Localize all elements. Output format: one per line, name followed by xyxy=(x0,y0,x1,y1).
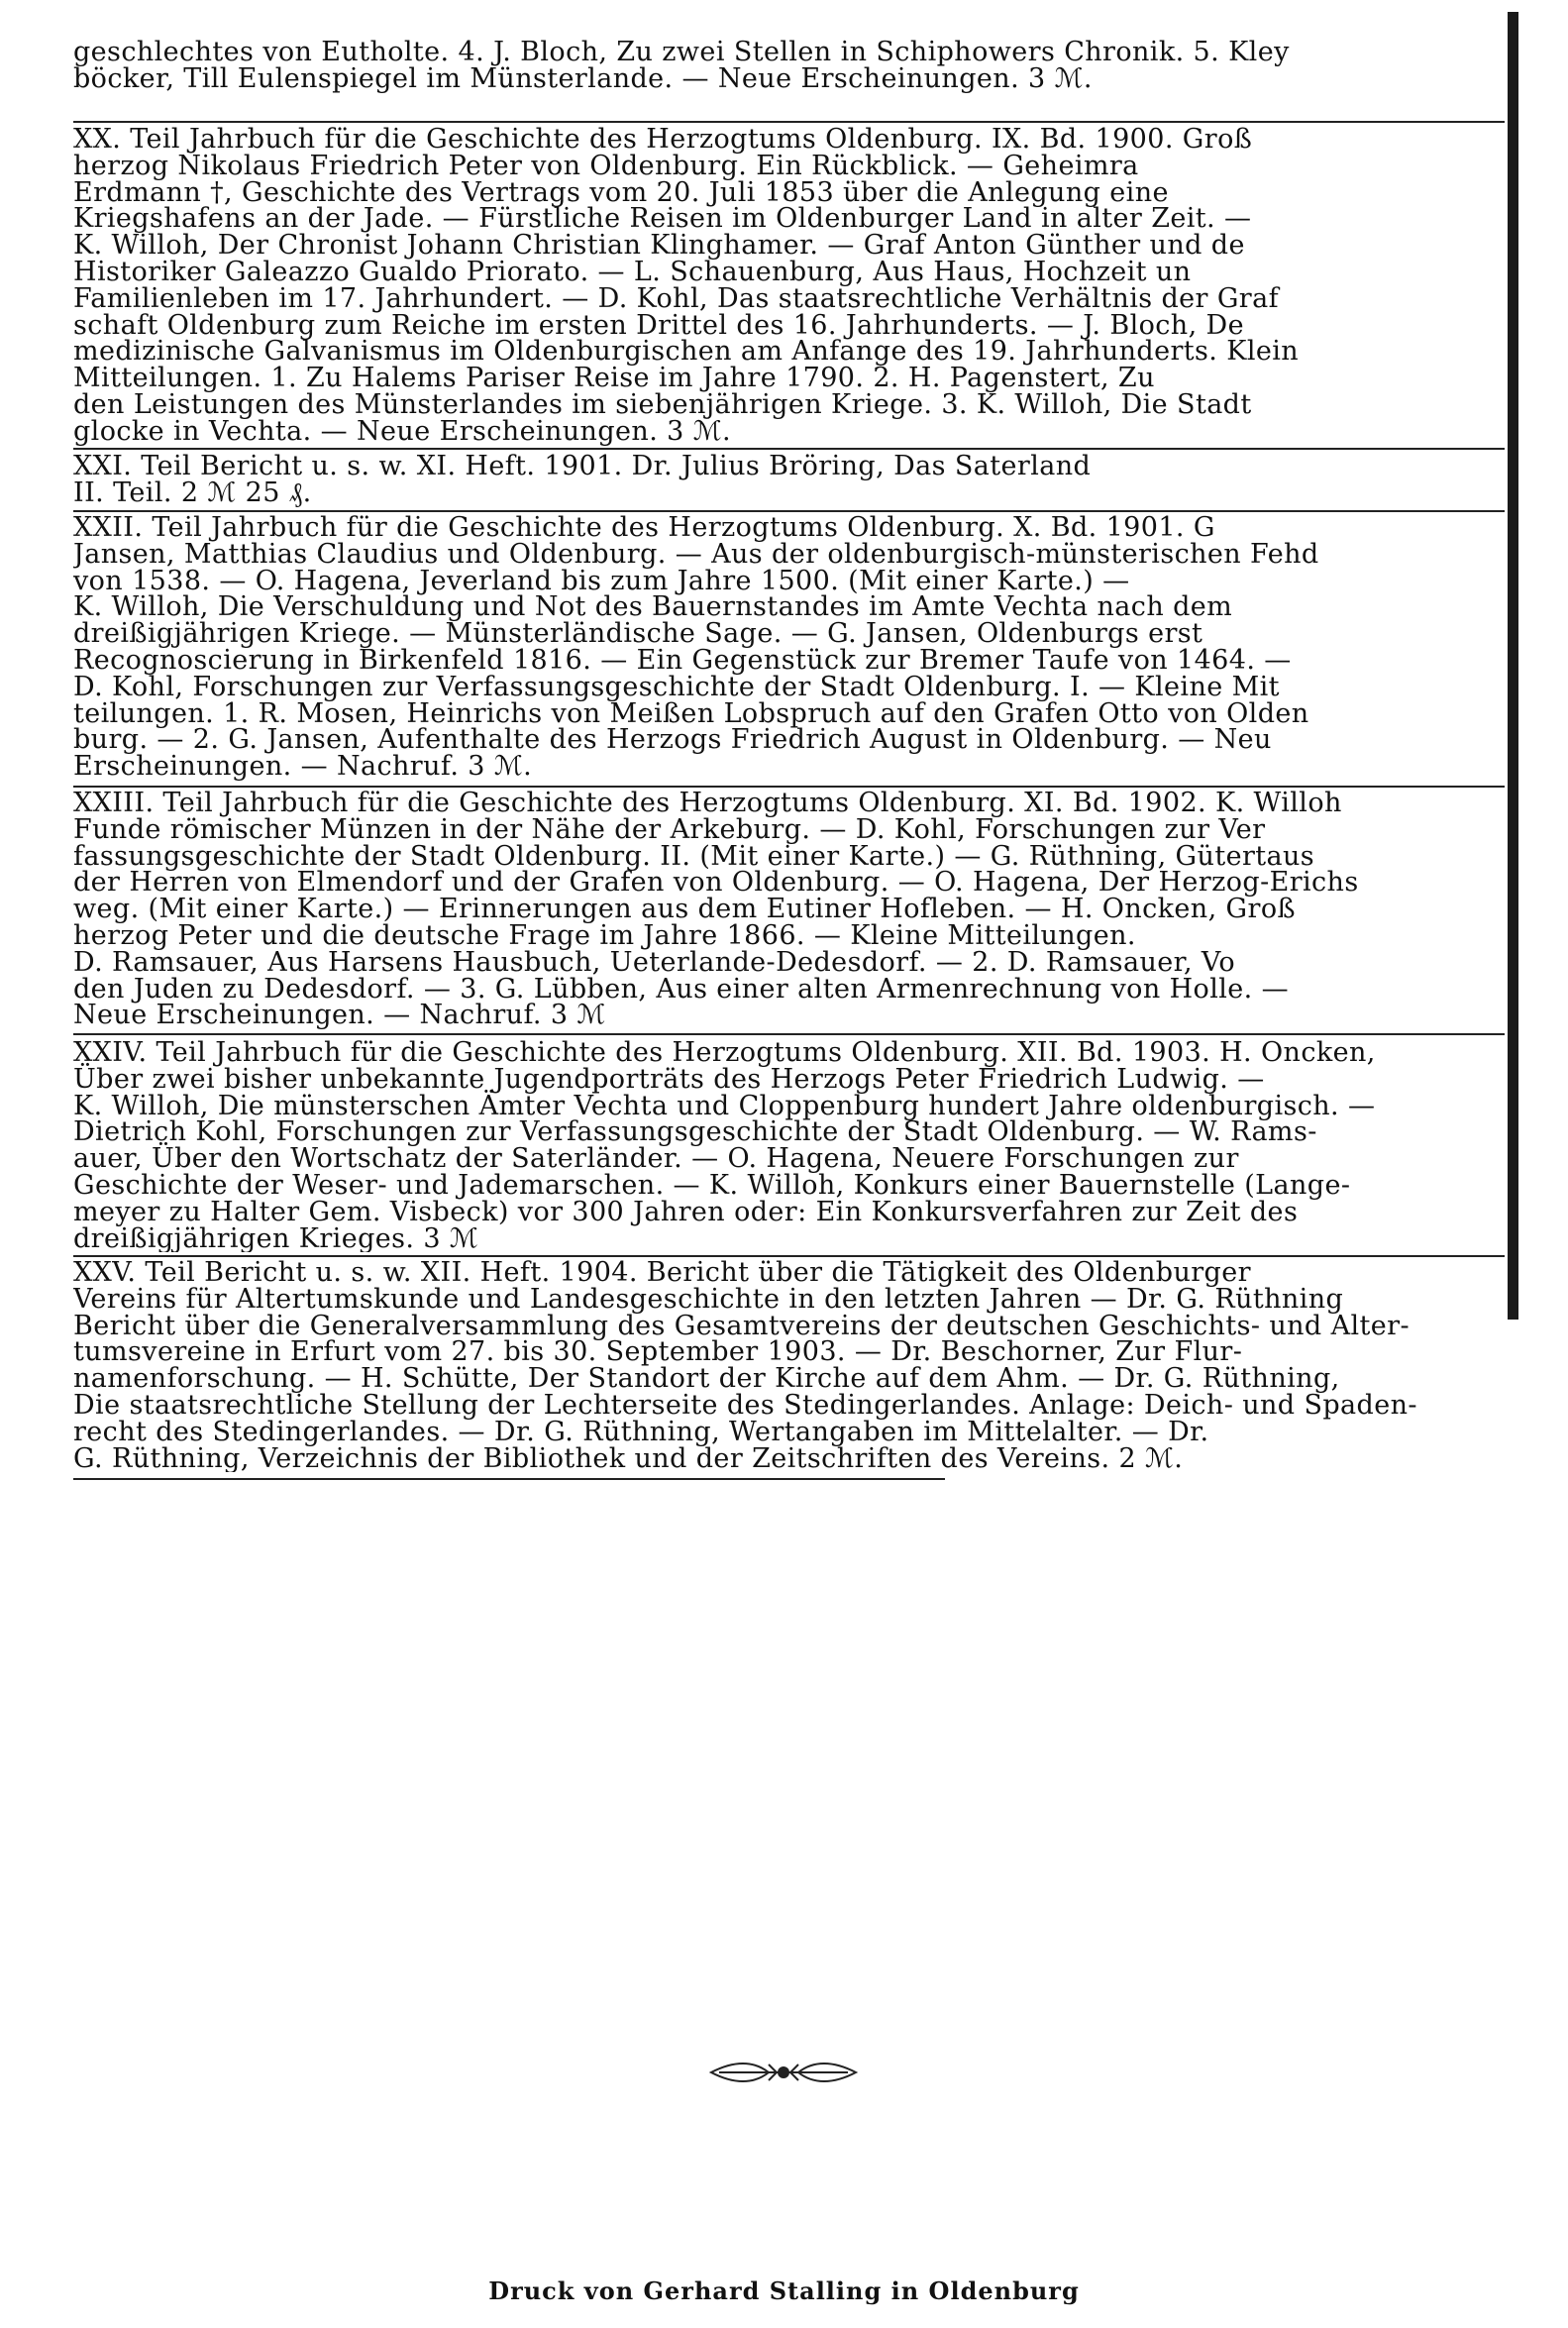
text-line: XXIV. Teil Jahrbuch für die Geschichte des Herzogtums Oldenburg. XII. Bd. 1903. H. Oncken, xyxy=(73,1040,1376,1068)
entry-separator xyxy=(73,1033,1505,1035)
entry-xxii xyxy=(73,515,1500,781)
text-line: Recognoscierung in Birkenfeld 1816. — Ein Gegenstück zur Bremer Taufe von 1464. — xyxy=(73,644,1292,676)
text-line: herzog Peter und die deutsche Frage im Jahre 1866. — Kleine Mitteilungen. xyxy=(73,919,1136,951)
entry-separator xyxy=(73,121,1505,123)
text-line: Erdmann †, Geschichte des Vertrags vom 20. Juli 1853 über die Anlegung eine xyxy=(73,176,1169,208)
text-line: den Leistungen des Münsterlandes im siebenjährigen Kriege. 3. K. Willoh, Die Stadt xyxy=(73,388,1252,420)
text-line: von 1538. — O. Hagena, Jeverland bis zum Jahre 1500. (Mit einer Karte.) — xyxy=(73,565,1130,596)
text-line: Vereins für Altertumskunde und Landesgeschichte in den letzten Jahren — Dr. G. Rüthning xyxy=(73,1283,1344,1315)
entry-separator xyxy=(73,510,1505,512)
text-line: dreißigjährigen Kriege. — Münsterländische Sage. — G. Jansen, Oldenburgs erst xyxy=(73,618,1203,650)
page-edge-shadow xyxy=(1508,12,1518,1320)
entry-intro xyxy=(73,40,1500,93)
text-line: K. Willoh, Die Verschuldung und Not des Bauernstandes im Amte Vechta nach dem xyxy=(73,591,1233,623)
text-line: Dietrich Kohl, Forschungen zur Verfassungsgeschichte der Stadt Oldenburg. — W. Rams- xyxy=(73,1116,1317,1148)
text-line: schaft Oldenburg zum Reiche im ersten Drittel des 16. Jahrhunderts. — J. Bloch, De xyxy=(73,309,1244,341)
text-line: Mitteilungen. 1. Zu Halems Pariser Reise im Jahre 1790. 2. H. Pagenstert, Zu xyxy=(73,363,1155,394)
entry-separator xyxy=(73,786,1505,788)
text-line: teilungen. 1. R. Mosen, Heinrichs von Meißen Lobspruch auf den Grafen Otto von Olden xyxy=(73,697,1309,729)
text-line: D. Ramsauer, Aus Harsens Hausbuch, Ueterlande-Dedesdorf. — 2. D. Ramsauer, Vo xyxy=(73,946,1235,978)
text-line: Erscheinungen. — Nachruf. 3 ℳ. xyxy=(73,751,533,781)
text-line: auer, Über den Wortschatz der Saterländer. — O. Hagena, Neuere Forschungen zur xyxy=(73,1143,1239,1175)
entry-separator xyxy=(73,1255,1505,1257)
entry-xxiv xyxy=(73,1040,1500,1252)
entry-xxv xyxy=(73,1260,1500,1472)
text-line: Neue Erscheinungen. — Nachruf. 3 ℳ xyxy=(73,1000,606,1030)
text-line: Jansen, Matthias Claudius und Oldenburg. — Aus der oldenburgisch-münsterischen Fehd xyxy=(73,538,1319,570)
entry-xxi xyxy=(73,454,1500,507)
text-line: glocke in Vechta. — Neue Erscheinungen. 3 ℳ. xyxy=(73,415,731,446)
flourish-ornament-icon xyxy=(709,2055,858,2090)
text-line: tumsvereine in Erfurt vom 27. bis 30. September 1903. — Dr. Beschorner, Zur Flur- xyxy=(73,1336,1243,1368)
text-line: den Juden zu Dedesdorf. — 3. G. Lübben, Aus einer alten Armenrechnung von Holle. — xyxy=(73,973,1290,1005)
text-line: Bericht über die Generalversammlung des Gesamtvereins der deutschen Geschichts- und Alter- xyxy=(73,1310,1410,1341)
text-line: Geschichte der Weser- und Jademarschen. — K. Willoh, Konkurs einer Bauernstelle (Lange- xyxy=(73,1169,1351,1201)
text-line: Die staatsrechtliche Stellung der Lechterseite des Stedingerlandes. Anlage: Deich- und Spaden- xyxy=(73,1389,1417,1421)
text-line: fassungsgeschichte der Stadt Oldenburg. II. (Mit einer Karte.) — G. Rüthning, Gütertaus xyxy=(73,840,1315,872)
entry-separator xyxy=(73,448,1505,450)
text-line: K. Willoh, Die münsterschen Ämter Vechta und Cloppenburg hundert Jahre oldenburgisch. — xyxy=(73,1090,1376,1121)
text-line: XXII. Teil Jahrbuch für die Geschichte des Herzogtums Oldenburg. X. Bd. 1901. G xyxy=(73,515,1215,543)
text-line: XXI. Teil Bericht u. s. w. XI. Heft. 1901. Dr. Julius Bröring, Das Saterland xyxy=(73,454,1092,481)
text-line: meyer zu Halter Gem. Visbeck) vor 300 Jahren oder: Ein Konkursverfahren zur Zeit des xyxy=(73,1196,1299,1227)
text-line: weg. (Mit einer Karte.) — Erinnerungen aus dem Eutiner Hofleben. — H. Oncken, Groß xyxy=(73,894,1296,925)
entry-xx xyxy=(73,127,1500,446)
text-line: II. Teil. 2 ℳ 25 ₰. xyxy=(73,476,312,507)
text-line: geschlechtes von Eutholte. 4. J. Bloch, Zu zwei Stellen in Schiphowers Chronik. 5. Kley xyxy=(73,40,1290,67)
entry-separator xyxy=(73,1478,945,1480)
text-line: böcker, Till Eulenspiegel im Münsterlande. — Neue Erscheinungen. 3 ℳ. xyxy=(73,62,1093,93)
text-line: XXIII. Teil Jahrbuch für die Geschichte des Herzogtums Oldenburg. XI. Bd. 1902. K. Willoh xyxy=(73,791,1342,818)
text-line: recht des Stedingerlandes. — Dr. G. Rüthning, Wertangaben im Mittelalter. — Dr. xyxy=(73,1416,1209,1447)
text-line: K. Willoh, Der Chronist Johann Christian Klinghamer. — Graf Anton Günther und de xyxy=(73,230,1245,262)
text-line: Über zwei bisher unbekannte Jugendporträts des Herzogs Peter Friedrich Ludwig. — xyxy=(73,1063,1265,1095)
printer-imprint: Druck von Gerhard Stalling in Oldenburg xyxy=(488,2276,1080,2305)
text-line: namenforschung. — H. Schütte, Der Standort der Kirche auf dem Ahm. — Dr. G. Rüthning, xyxy=(73,1363,1340,1395)
text-line: burg. — 2. G. Jansen, Aufenthalte des Herzogs Friedrich August in Oldenburg. — Neu xyxy=(73,724,1272,756)
text-line: Historiker Galeazzo Gualdo Priorato. — L. Schauenburg, Aus Haus, Hochzeit un xyxy=(73,256,1192,287)
text-line: der Herren von Elmendorf und der Grafen von Oldenburg. — O. Hagena, Der Herzog-Erichs xyxy=(73,867,1359,899)
text-line: G. Rüthning, Verzeichnis der Bibliothek und der Zeitschriften des Vereins. 2 ℳ. xyxy=(73,1442,1184,1473)
text-line: XX. Teil Jahrbuch für die Geschichte des Herzogtums Oldenburg. IX. Bd. 1900. Groß xyxy=(73,127,1253,155)
text-line: Kriegshafens an der Jade. — Fürstliche Reisen im Oldenburger Land in alter Zeit. — xyxy=(73,203,1252,235)
text-line: dreißigjährigen Krieges. 3 ℳ xyxy=(73,1222,479,1253)
text-line: herzog Nikolaus Friedrich Peter von Oldenburg. Ein Rückblick. — Geheimra xyxy=(73,150,1139,181)
text-line: medizinische Galvanismus im Oldenburgischen am Anfange des 19. Jahrhunderts. Klein xyxy=(73,336,1300,368)
text-line: Funde römischer Münzen in der Nähe der Arkeburg. — D. Kohl, Forschungen zur Ver xyxy=(73,813,1266,845)
text-line: D. Kohl, Forschungen zur Verfassungsgeschichte der Stadt Oldenburg. I. — Kleine Mit xyxy=(73,671,1280,702)
entry-xxiii xyxy=(73,791,1500,1029)
text-line: Familienleben im 17. Jahrhundert. — D. Kohl, Das staatsrechtliche Verhältnis der Graf xyxy=(73,282,1279,314)
text-line: XXV. Teil Bericht u. s. w. XII. Heft. 1904. Bericht über die Tätigkeit des Oldenburger xyxy=(73,1260,1251,1288)
